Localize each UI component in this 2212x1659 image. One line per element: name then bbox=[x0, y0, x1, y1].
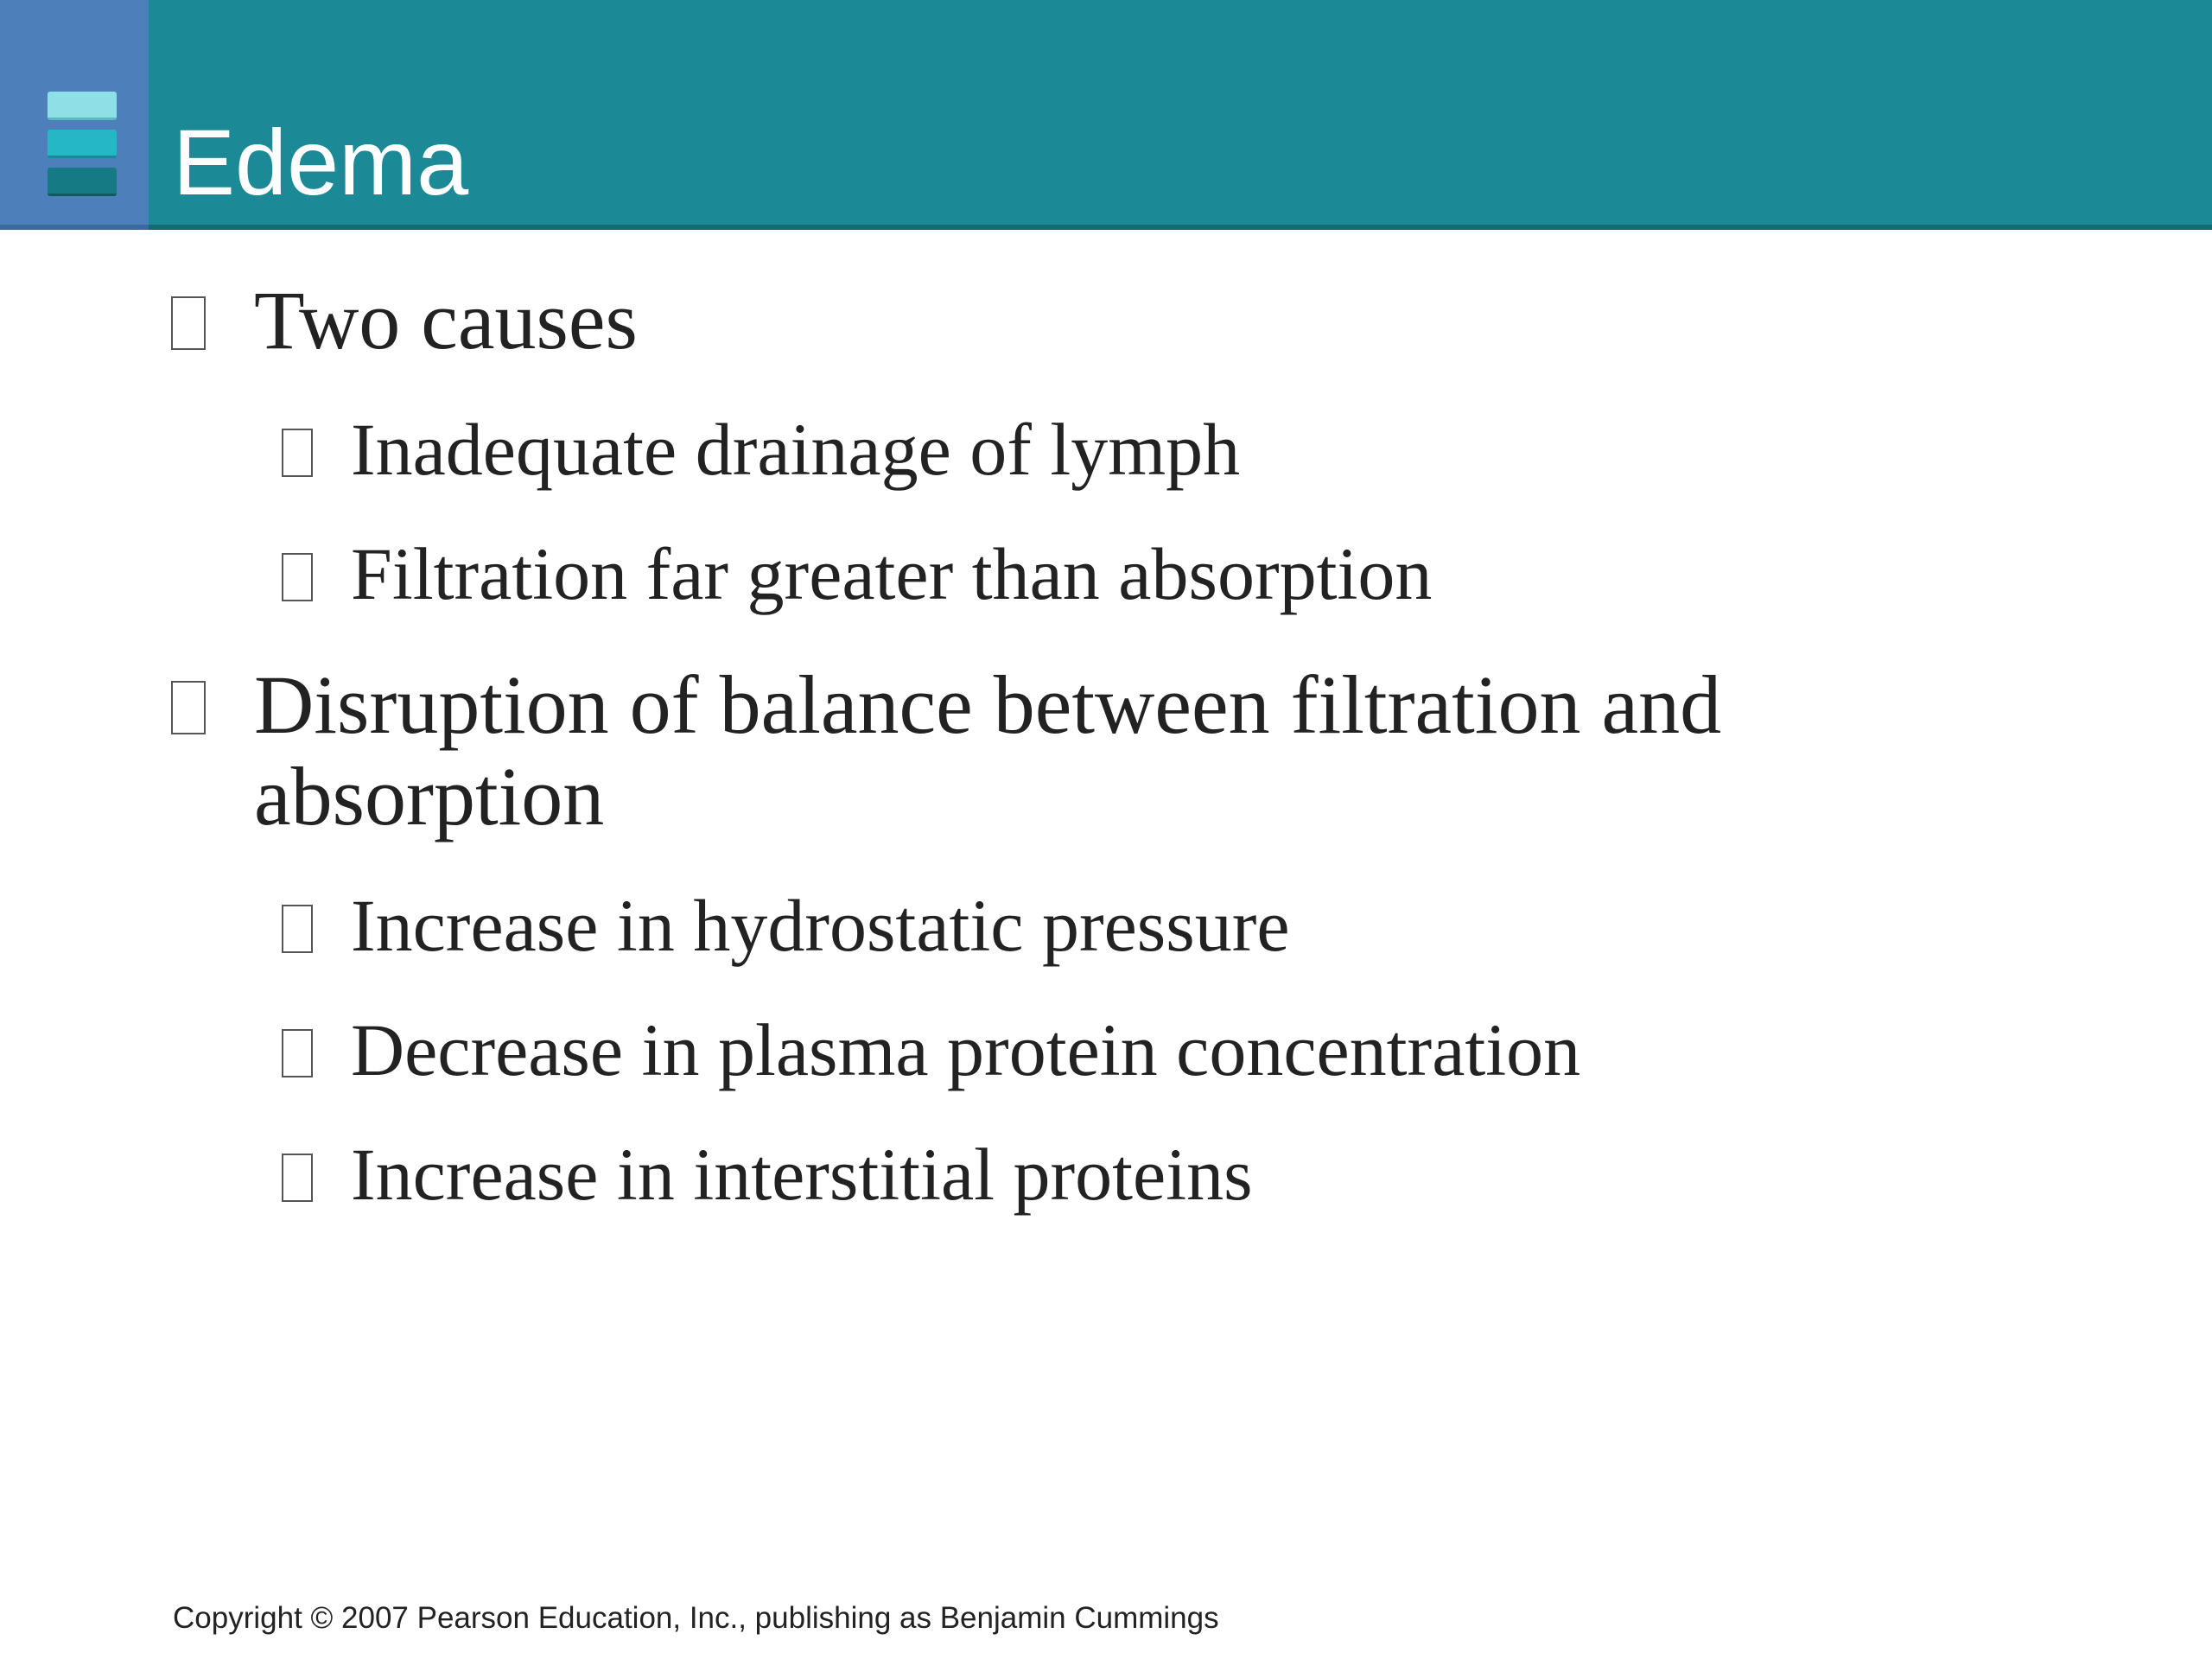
sub-bullet-text: Inadequate drainage of lymph bbox=[351, 408, 1241, 491]
copyright-footer: Copyright © 2007 Pearson Education, Inc., publishing as Benjamin Cummings bbox=[173, 1601, 1219, 1635]
square-bullet-icon bbox=[282, 553, 313, 601]
square-bullet-icon bbox=[282, 429, 313, 477]
square-bullet-icon bbox=[282, 1154, 313, 1202]
square-bullet-icon bbox=[171, 296, 206, 350]
bullet-text: Disruption of balance between filtration and absorption bbox=[254, 658, 1722, 842]
sub-bullet-text: Filtration far greater than absorption bbox=[351, 532, 1433, 615]
square-bullet-icon bbox=[282, 905, 313, 953]
sub-bullet-text: Decrease in plasma protein concentration bbox=[351, 1008, 1581, 1091]
square-bullet-icon bbox=[282, 1029, 313, 1077]
sub-bullet-text: Increase in hydrostatic pressure bbox=[351, 884, 1290, 967]
sub-bullet-text: Increase in interstitial proteins bbox=[351, 1133, 1253, 1216]
square-bullet-icon bbox=[171, 681, 206, 734]
slide-title: Edema bbox=[173, 110, 469, 214]
bullet-text: Two causes bbox=[254, 274, 638, 366]
